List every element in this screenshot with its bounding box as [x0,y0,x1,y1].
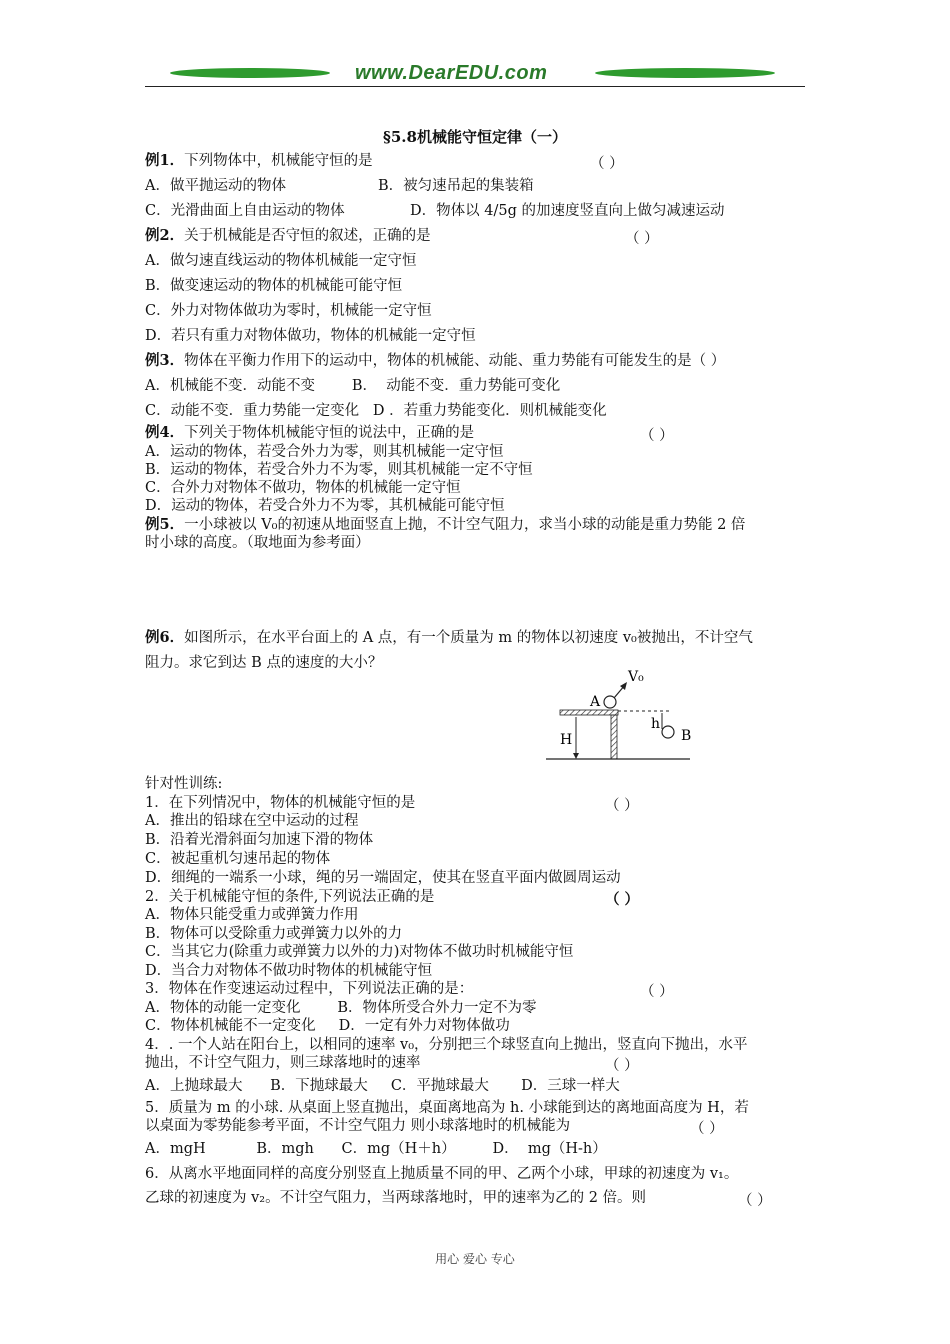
answer-blank: （ ） [640,984,674,1000]
options-abcd: A．上抛球最大 B．下抛球最大 C．平抛球最大 D．三球一样大 [145,1078,620,1094]
option-b: B．做变速运动的物体的机械能可能守恒 [145,278,403,294]
example-5-question: 例5．一小球被以 V₀的初速从地面竖直上抛，不计空气阻力，求当小球的动能是重力势能 2 倍 [145,516,746,533]
example-1-question: 例1．下列物体中，机械能守恒的是 [145,152,373,169]
example-label: 例3． [145,352,185,369]
example-label: 例6． [145,629,185,646]
header-rule [145,86,805,87]
option-a: A．推出的铅球在空中运动的过程 [145,813,359,829]
answer-blank: （ ） [590,156,624,172]
option-a: A．运动的物体，若受合外力为零，则其机械能一定守恒 [145,444,504,460]
training-q6: 6．从离水平地面同样的高度分别竖直上抛质量不同的甲、乙两个小球，甲球的初速度为 v₁。 [145,1166,739,1182]
training-q1: 1．在下列情况中，物体的机械能守恒的是 [145,795,416,811]
answer-blank: （ ） [640,428,674,444]
H-label: H [560,732,573,748]
option-d: D．若只有重力对物体做功，物体的机械能一定守恒 [145,328,476,344]
options-abcd: A．mgH B．mgh C．mg（H＋h） D． mg（H-h） [145,1141,607,1157]
option-b: B．物体可以受除重力或弹簧力以外的力 [145,926,403,942]
option-b: B．沿着光滑斜面匀加速下滑的物体 [145,832,374,848]
training-q4-continuation: 抛出，不计空气阻力，则三球落地时的速率 [145,1055,421,1071]
training-heading: 针对性训练: [145,776,223,792]
v0-label: V₀ [628,669,644,685]
training-q3: 3．物体在作变速运动过程中，下列说法正确的是： [145,981,474,997]
option-c: C．当其它力(除重力或弹簧力以外的力)对物体不做功时机械能守恒 [145,944,574,960]
answer-blank: （ ） [690,1121,724,1137]
projectile-figure [540,665,700,765]
answer-blank: （ ） [605,798,639,814]
example-2-question: 例2．关于机械能是否守恒的叙述，正确的是 [145,227,431,244]
options-ab: A．物体的动能一定变化 B．物体所受合外力一定不为零 [145,1000,537,1016]
option-c: C．被起重机匀速吊起的物体 [145,851,331,867]
option-d: D．物体以 4/5g 的加速度竖直向上做匀减速运动 [410,203,725,219]
training-q2: 2．关于机械能守恒的条件,下列说法正确的是 [145,889,435,905]
ball-b [662,726,674,738]
option-c: C．光滑曲面上自由运动的物体 [145,203,345,219]
options-ab: A．机械能不变．动能不变 B． 动能不变．重力势能可变化 [145,378,561,394]
point-b-label: B [681,728,692,744]
option-d: D．运动的物体，若受合外力不为零，其机械能可能守恒 [145,498,505,514]
answer-blank: （ ） [605,1058,639,1074]
right-leaf-decoration [595,68,775,78]
point-a-label: A [590,694,601,710]
h-label: h [651,716,661,732]
example-label: 例2． [145,227,185,244]
option-a: A．做平抛运动的物体 [145,178,286,194]
option-b: B．运动的物体，若受合外力不为零，则其机械能一定不守恒 [145,462,533,478]
example-label: 例5． [145,516,185,533]
option-c: C．合外力对物体不做功，物体的机械能一定守恒 [145,480,461,496]
option-d: D．当合力对物体不做功时物体的机械能守恒 [145,963,433,979]
answer-blank: （ ） [738,1193,772,1209]
example-5-continuation: 时小球的高度。（取地面为参考面） [145,535,370,551]
table-leg [611,715,617,759]
table-top [560,710,618,715]
page-footer: 用心 爱心 专心 [435,1252,515,1266]
training-q4: 4．. 一个人站在阳台上，以相同的速率 v₀，分别把三个球竖直向上抛出，竖直向下抛出，水平 [145,1037,748,1053]
training-q5-continuation: 以桌面为零势能参考平面，不计空气阻力 则小球落地时的机械能为 [145,1118,571,1134]
example-6-continuation: 阻力。求它到达 B 点的速度的大小？ [145,655,383,671]
option-c: C．外力对物体做功为零时，机械能一定守恒 [145,303,432,319]
left-leaf-decoration [170,68,330,78]
options-cd: C．动能不变．重力势能一定变化 D ．若重力势能变化．则机械能变化 [145,403,607,419]
option-d: D．细绳的一端系一小球，绳的另一端固定，使其在竖直平面内做圆周运动 [145,870,621,886]
example-4-question: 例4．下列关于物体机械能守恒的说法中，正确的是 [145,424,475,441]
answer-blank: （ ） [605,891,640,908]
example-6-question: 例6．如图所示，在水平台面上的 A 点，有一个质量为 m 的物体以初速度 v₀被抛出，不计空气 [145,629,753,646]
H-arrowhead [573,753,579,759]
option-a: A．做匀速直线运动的物体机械能一定守恒 [145,253,417,269]
page-header [145,62,805,92]
options-cd: C．物体机械能不一定变化 D．一定有外力对物体做功 [145,1018,510,1034]
page-title: §5.8机械能守恒定律（一） [383,128,567,146]
training-q6-continuation: 乙球的初速度为 v₂。不计空气阻力，当两球落地时，甲的速率为乙的 2 倍。则 [145,1190,647,1206]
example-3-question: 例3．物体在平衡力作用下的运动中，物体的机械能、动能、重力势能有可能发生的是（ ） [145,352,726,369]
answer-blank: （ ） [625,231,659,247]
training-q5: 5．质量为 m 的小球. 从桌面上竖直抛出，桌面离地高为 h. 小球能到达的离地面高度为 H，若 [145,1100,749,1116]
example-label: 例4． [145,424,185,441]
site-logo: www.DearEDU.com [355,62,548,84]
option-a: A．物体只能受重力或弹簧力作用 [145,907,359,923]
example-label: 例1． [145,152,185,169]
option-b: B．被匀速吊起的集装箱 [378,178,534,194]
